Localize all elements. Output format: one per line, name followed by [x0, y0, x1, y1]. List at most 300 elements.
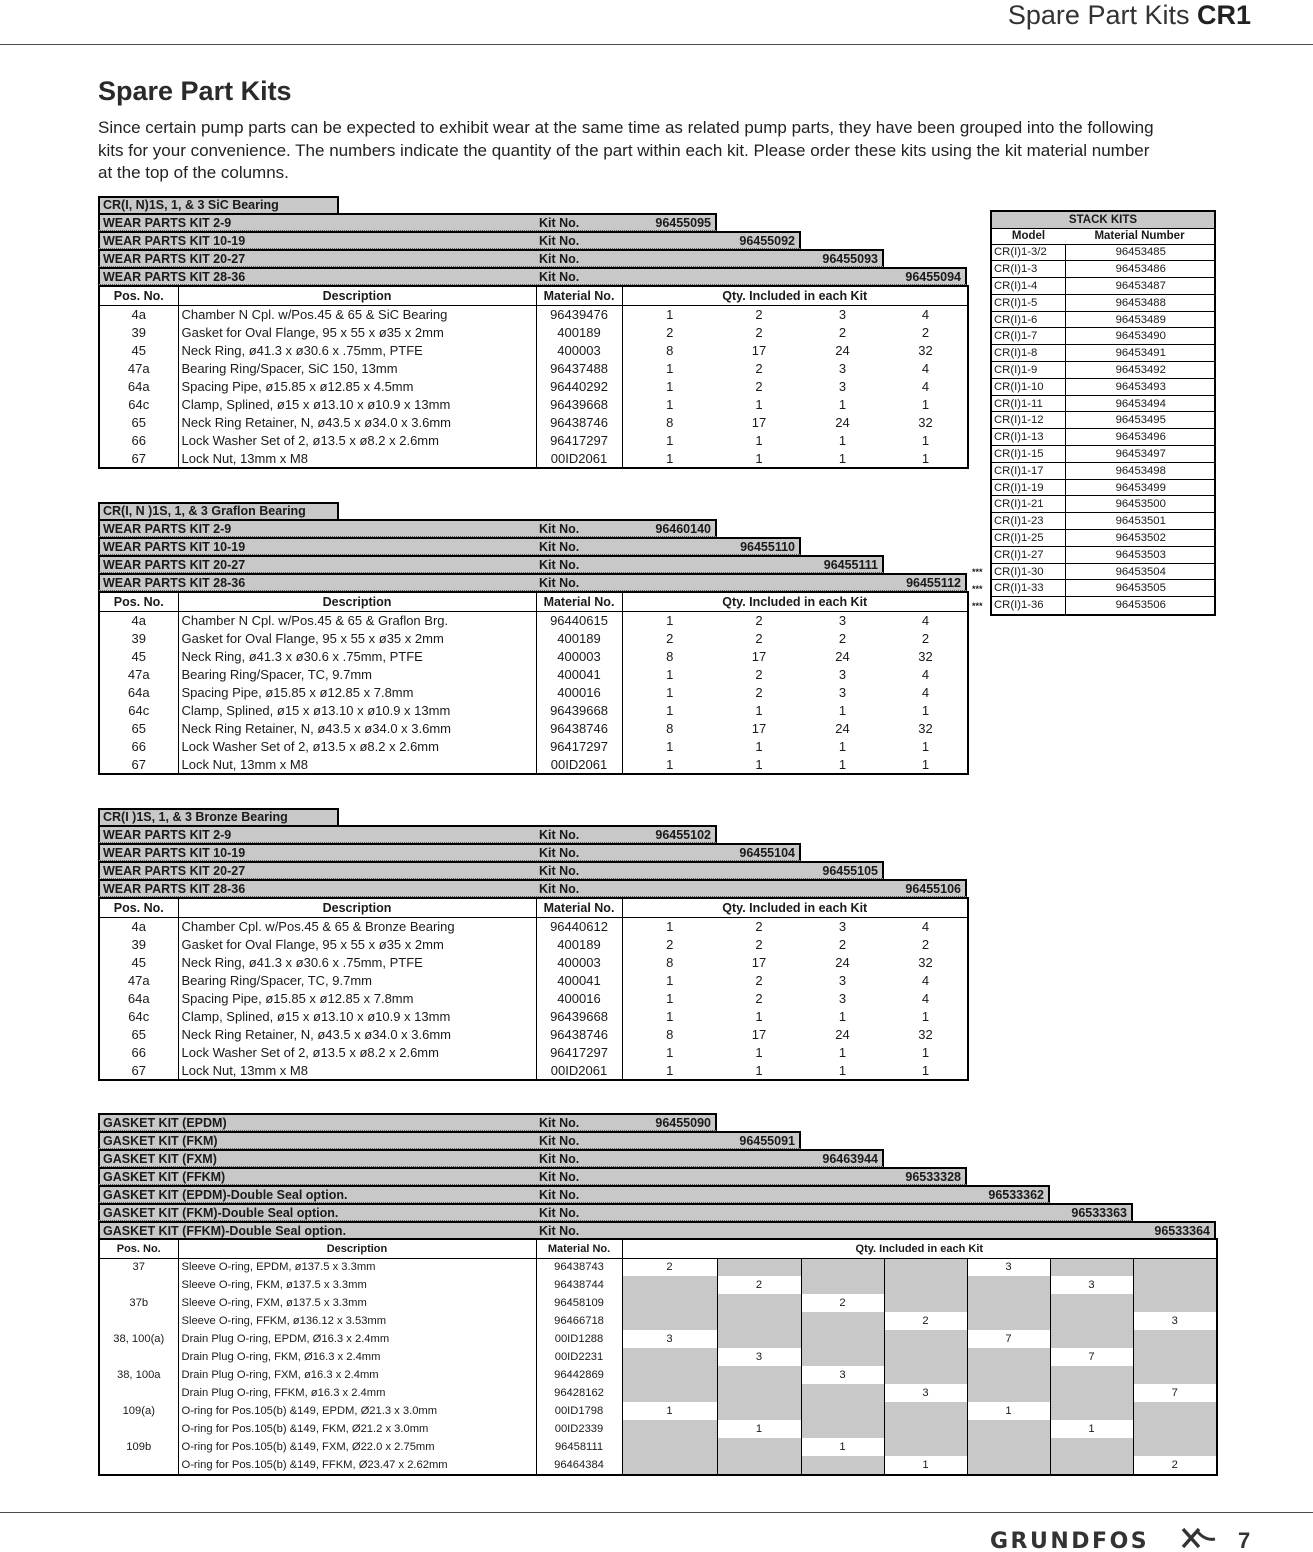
wear-kit-label: Kit No.	[539, 558, 580, 572]
wear-kit-name: WEAR PARTS KIT 28-36	[103, 882, 246, 896]
table-row	[100, 737, 967, 755]
qty-cell: 7	[967, 1330, 1050, 1348]
header-title-model: CR1	[1196, 0, 1251, 30]
qty-cell: 1	[666, 738, 674, 754]
description-cell: O-ring for Pos.105(b) &149, FFKM, Ø23.47 x 2.62mm	[178, 1456, 536, 1474]
gasket-kit-row	[98, 1149, 884, 1167]
pos-cell: 64a	[100, 989, 178, 1007]
stack-model-cell: CR(I)1-17	[992, 462, 1065, 479]
wear-kit-number: 96455104	[739, 846, 795, 860]
wear-grid	[98, 591, 969, 775]
qty-cell: 32	[918, 720, 933, 736]
qty-cell: 3	[1171, 1314, 1178, 1327]
pos-cell: 67	[100, 755, 178, 773]
material-cell: 96466718	[536, 1312, 622, 1330]
qty-cell	[801, 1258, 884, 1276]
qty-cell	[1133, 1438, 1216, 1456]
qty-cell: 2	[755, 972, 763, 988]
table-row	[100, 1312, 1216, 1330]
pos-cell: 66	[100, 737, 178, 755]
description-cell: Neck Ring, ø41.3 x ø30.6 x .75mm, PTFE	[178, 341, 536, 359]
wear-kit-row	[98, 231, 801, 249]
qty-cell: 4	[921, 378, 930, 394]
qty-cell: 2	[666, 630, 674, 646]
wear-kit-name: WEAR PARTS KIT 2-9	[103, 522, 232, 536]
wear-kit-name: WEAR PARTS KIT 10-19	[103, 846, 246, 860]
qty-cell: 32	[918, 342, 933, 358]
pos-cell: 38, 100a	[100, 1366, 178, 1384]
table-row	[100, 449, 967, 467]
qty-cell	[717, 1438, 801, 1456]
stack-kit-row	[992, 496, 1214, 513]
qty-cell: 2	[755, 324, 763, 340]
qty-cell	[1133, 1348, 1216, 1366]
qty-cell	[801, 1456, 884, 1474]
stack-kit-row	[992, 597, 1214, 614]
qty-cell: 3	[884, 1384, 967, 1402]
wear-table-title: CR(I, N )1S, 1, & 3 Graflon Bearing	[98, 502, 339, 519]
qty-cell: 1	[921, 756, 930, 772]
wear-kit-name: WEAR PARTS KIT 2-9	[103, 216, 232, 230]
qty-cell: 2	[755, 666, 763, 682]
description-cell: Lock Nut, 13mm x M8	[178, 755, 536, 773]
qty-cell: 2	[755, 918, 763, 934]
description-cell: Spacing Pipe, ø15.85 x ø12.85 x 7.8mm	[178, 683, 536, 701]
description-cell: Neck Ring, ø41.3 x ø30.6 x .75mm, PTFE	[178, 953, 536, 971]
qty-cell	[717, 1312, 801, 1330]
wear-kit-number: 96460140	[655, 522, 711, 536]
qty-cell	[967, 1456, 1050, 1474]
wear-kit-label: Kit No.	[539, 252, 580, 266]
qty-cell: 2	[1171, 1458, 1178, 1471]
col-header-material: Material No.	[536, 899, 622, 917]
table-row	[100, 1330, 1216, 1348]
qty-cell: 3	[967, 1258, 1050, 1276]
material-cell: 96440292	[536, 377, 622, 395]
stack-model-cell: CR(I)1-7	[992, 328, 1065, 345]
stack-material-cell: 96453490	[1065, 328, 1214, 345]
qty-cell: 3	[838, 684, 847, 700]
table-row	[100, 611, 967, 629]
grundfos-logo: GRUNDFOS	[990, 1529, 1150, 1552]
qty-cell	[1050, 1438, 1133, 1456]
qty-cell: 1	[967, 1402, 1050, 1420]
qty-cell	[884, 1420, 967, 1438]
stack-model-cell: CR(I)1-21	[992, 496, 1065, 513]
stack-model-cell: CR(I)1-25	[992, 530, 1065, 547]
description-cell: Clamp, Splined, ø15 x ø13.10 x ø10.9 x 13mm	[178, 395, 536, 413]
table-row	[100, 917, 967, 935]
qty-cell	[967, 1276, 1050, 1294]
material-cell: 96439668	[536, 1007, 622, 1025]
stack-kits-title: STACK KITS	[992, 212, 1214, 228]
stack-model-cell: CR(I)1-36	[992, 597, 1065, 614]
description-cell: Spacing Pipe, ø15.85 x ø12.85 x 4.5mm	[178, 377, 536, 395]
table-row	[100, 971, 967, 989]
pos-cell: 4a	[100, 305, 178, 323]
stack-kit-row	[992, 378, 1214, 395]
qty-cell: 2	[622, 1258, 717, 1276]
wear-kit-row	[98, 519, 717, 537]
qty-cell: 1	[838, 702, 847, 718]
table-row	[100, 989, 967, 1007]
pos-cell	[100, 1276, 178, 1294]
wear-kit-label: Kit No.	[539, 828, 580, 842]
qty-cell: 1	[838, 738, 847, 754]
qty-cell: 8	[666, 1026, 674, 1042]
qty-cell: 2	[755, 378, 763, 394]
header-rule	[0, 44, 1313, 45]
material-cell: 400016	[536, 989, 622, 1007]
qty-cell: 24	[835, 648, 850, 664]
pos-cell: 64c	[100, 395, 178, 413]
table-row	[100, 683, 967, 701]
qty-cell	[717, 1402, 801, 1420]
wear-kit-row	[98, 861, 884, 879]
qty-cell: 1	[666, 612, 674, 628]
qty-cell: 3	[622, 1330, 717, 1348]
material-cell: 00ID2061	[536, 755, 622, 773]
header-title	[1008, 0, 1251, 31]
description-cell: Lock Washer Set of 2, ø13.5 x ø8.2 x 2.6mm	[178, 431, 536, 449]
qty-cell: 4	[921, 306, 930, 322]
qty-cell: 1	[921, 450, 930, 466]
gasket-kit-number: 96463944	[822, 1152, 878, 1166]
wear-kit-number: 96455106	[905, 882, 961, 896]
qty-cell: 4	[921, 666, 930, 682]
qty-cell: 1	[666, 918, 674, 934]
wear-kit-name: WEAR PARTS KIT 10-19	[103, 234, 246, 248]
table-row	[100, 629, 967, 647]
qty-cell: 17	[751, 720, 767, 736]
gasket-kit-name: GASKET KIT (EPDM)	[103, 1116, 227, 1130]
qty-cell	[717, 1294, 801, 1312]
stack-material-cell: 96453501	[1065, 513, 1214, 530]
qty-cell: 1	[1050, 1420, 1133, 1438]
gasket-kit-number: 96455091	[739, 1134, 795, 1148]
qty-cell: 1	[666, 684, 674, 700]
material-cell: 96439476	[536, 305, 622, 323]
material-cell: 96439668	[536, 395, 622, 413]
pos-cell: 37	[100, 1258, 178, 1276]
stack-kits-col-model: Model	[992, 228, 1065, 244]
wear-kit-name: WEAR PARTS KIT 20-27	[103, 864, 246, 878]
qty-cell: 1	[717, 1420, 801, 1438]
gasket-kit-row	[98, 1113, 717, 1131]
pos-cell: 47a	[100, 971, 178, 989]
qty-cell	[717, 1456, 801, 1474]
stack-material-cell: 96453498	[1065, 462, 1214, 479]
stack-model-cell: CR(I)1-4	[992, 278, 1065, 295]
table-row	[100, 1348, 1216, 1366]
pos-cell: 109(a)	[100, 1402, 178, 1420]
wear-kit-number: 96455111	[823, 558, 878, 572]
qty-cell: 2	[755, 306, 763, 322]
stack-kits-col-material: Material Number	[1065, 228, 1214, 244]
gasket-kit-number: 96533362	[988, 1188, 1044, 1202]
qty-cell: 2	[838, 936, 847, 952]
pos-cell	[100, 1348, 178, 1366]
stack-material-cell: 96453485	[1065, 244, 1214, 261]
pos-cell: 45	[100, 341, 178, 359]
qty-cell: 1	[666, 450, 674, 466]
wear-kit-row	[98, 843, 801, 861]
qty-cell: 3	[838, 612, 847, 628]
table-row	[100, 1456, 1216, 1474]
material-cell: 96442869	[536, 1366, 622, 1384]
stack-model-cell: CR(I)1-3/2	[992, 244, 1065, 261]
qty-cell: 1	[666, 1044, 674, 1060]
wear-kit-row	[98, 249, 884, 267]
stack-kit-row	[992, 278, 1214, 295]
stack-material-cell: 96453486	[1065, 261, 1214, 278]
material-cell: 400189	[536, 935, 622, 953]
material-cell: 400189	[536, 629, 622, 647]
qty-cell	[622, 1420, 717, 1438]
wear-grid	[98, 285, 969, 469]
material-cell: 96417297	[536, 1043, 622, 1061]
qty-cell: 1	[838, 432, 847, 448]
qty-cell: 1	[666, 702, 674, 718]
qty-cell: 1	[755, 450, 763, 466]
stack-kit-row	[992, 362, 1214, 379]
gasket-kit-row	[98, 1221, 1216, 1239]
qty-cell: 3	[717, 1348, 801, 1366]
wear-kit-number: 96455095	[655, 216, 711, 230]
qty-cell	[801, 1330, 884, 1348]
gasket-kit-label: Kit No.	[539, 1188, 580, 1202]
material-cell: 96440612	[536, 917, 622, 935]
stack-model-cell: CR(I)1-19	[992, 479, 1065, 496]
material-cell: 96417297	[536, 737, 622, 755]
stack-kit-row	[992, 429, 1214, 446]
description-cell: Sleeve O-ring, FFKM, ø136.12 x 3.53mm	[178, 1312, 536, 1330]
wear-kit-label: Kit No.	[539, 576, 580, 590]
gasket-kit-row	[98, 1167, 967, 1185]
qty-cell: 4	[921, 360, 930, 376]
gasket-kit-name: GASKET KIT (FXM)	[103, 1152, 217, 1166]
qty-cell: 1	[838, 1008, 847, 1024]
wear-table-title: CR(I )1S, 1, & 3 Bronze Bearing	[98, 808, 339, 825]
material-cell: 00ID2231	[536, 1348, 622, 1366]
wear-kit-label: Kit No.	[539, 864, 580, 878]
wear-kit-label: Kit No.	[539, 522, 580, 536]
wear-kit-row	[98, 537, 801, 555]
table-row	[100, 323, 967, 341]
pos-cell: 39	[100, 935, 178, 953]
description-cell: Gasket for Oval Flange, 95 x 55 x ø35 x 2mm	[178, 935, 536, 953]
wear-kit-name: WEAR PARTS KIT 20-27	[103, 558, 246, 572]
qty-cell: 8	[666, 414, 674, 430]
description-cell: Lock Nut, 13mm x M8	[178, 1061, 536, 1079]
stack-material-cell: 96453503	[1065, 546, 1214, 563]
stack-model-cell: CR(I)1-6	[992, 311, 1065, 328]
qty-cell	[622, 1348, 717, 1366]
material-cell: 96438744	[536, 1276, 622, 1294]
qty-cell: 2	[717, 1276, 801, 1294]
table-row	[100, 341, 967, 359]
qty-cell: 2	[884, 1312, 967, 1330]
stack-kit-row	[992, 412, 1214, 429]
table-row	[100, 1294, 1216, 1312]
stack-kit-row	[992, 244, 1214, 261]
gasket-kit-row	[98, 1185, 1050, 1203]
material-cell: 400041	[536, 971, 622, 989]
qty-cell: 24	[835, 342, 850, 358]
qty-cell: 1	[755, 756, 763, 772]
description-cell: Chamber Cpl. w/Pos.45 & 65 & Bronze Bearing	[178, 917, 536, 935]
stack-material-cell: 96453496	[1065, 429, 1214, 446]
table-row	[100, 1420, 1216, 1438]
table-row	[100, 1043, 967, 1061]
footer-rule	[0, 1512, 1313, 1513]
pos-cell	[100, 1384, 178, 1402]
wear-kit-label: Kit No.	[539, 270, 580, 284]
qty-cell	[801, 1384, 884, 1402]
table-row	[100, 377, 967, 395]
description-cell: Bearing Ring/Spacer, TC, 9.7mm	[178, 665, 536, 683]
qty-cell	[1133, 1402, 1216, 1420]
description-cell: Neck Ring Retainer, N, ø43.5 x ø34.0 x 3.6mm	[178, 719, 536, 737]
stack-kit-row	[992, 311, 1214, 328]
pos-cell: 66	[100, 1043, 178, 1061]
qty-cell: 8	[666, 954, 674, 970]
description-cell: Drain Plug O-ring, FFKM, ø16.3 x 2.4mm	[178, 1384, 536, 1402]
table-row	[100, 395, 967, 413]
col-header-material: Material No.	[536, 1240, 622, 1258]
qty-cell	[1133, 1366, 1216, 1384]
qty-cell: 4	[921, 684, 930, 700]
qty-cell: 1	[666, 360, 674, 376]
wear-kit-number: 96455094	[905, 270, 961, 284]
qty-cell	[967, 1294, 1050, 1312]
table-row	[100, 1007, 967, 1025]
qty-cell: 32	[918, 954, 933, 970]
qty-cell: 1	[838, 1062, 847, 1078]
table-row	[100, 719, 967, 737]
qty-cell: 3	[838, 378, 847, 394]
qty-cell	[1133, 1420, 1216, 1438]
stack-material-cell: 96453497	[1065, 446, 1214, 463]
wear-kit-row	[98, 573, 967, 591]
qty-cell	[1133, 1294, 1216, 1312]
qty-cell: 3	[838, 990, 847, 1006]
qty-cell: 1	[838, 396, 847, 412]
qty-cell: 3	[838, 666, 847, 682]
qty-cell	[1133, 1258, 1216, 1276]
stack-material-cell: 96453487	[1065, 278, 1214, 295]
material-cell: 96458109	[536, 1294, 622, 1312]
intro-paragraph: Since certain pump parts can be expected to exhibit wear at the same time as related pump parts, they have been grouped into the following kits for your convenience. The numbers indicate the quantity of the part within each kit. Please order these kits using the kit material number at the top of the columns.	[98, 118, 1154, 182]
qty-cell	[801, 1402, 884, 1420]
qty-cell: 2	[921, 936, 930, 952]
qty-cell	[967, 1384, 1050, 1402]
stack-note-marker: ***	[972, 584, 983, 594]
qty-cell	[717, 1258, 801, 1276]
qty-cell: 17	[751, 648, 767, 664]
stack-kit-row	[992, 328, 1214, 345]
wear-kit-row	[98, 879, 967, 897]
description-cell: Bearing Ring/Spacer, TC, 9.7mm	[178, 971, 536, 989]
pos-cell: 47a	[100, 359, 178, 377]
stack-model-cell: CR(I)1-15	[992, 446, 1065, 463]
qty-cell: 1	[666, 1062, 674, 1078]
material-cell: 400003	[536, 341, 622, 359]
stack-model-cell: CR(I)1-8	[992, 345, 1065, 362]
qty-cell	[1050, 1456, 1133, 1474]
qty-cell	[967, 1348, 1050, 1366]
description-cell: Lock Washer Set of 2, ø13.5 x ø8.2 x 2.6mm	[178, 1043, 536, 1061]
table-row	[100, 935, 967, 953]
stack-model-cell: CR(I)1-3	[992, 261, 1065, 278]
wear-table-title: CR(I, N)1S, 1, & 3 SiC Bearing	[98, 196, 339, 213]
table-row	[100, 701, 967, 719]
description-cell: Clamp, Splined, ø15 x ø13.10 x ø10.9 x 13mm	[178, 1007, 536, 1025]
wear-kit-number: 96455112	[906, 576, 961, 590]
col-header-description: Description	[178, 1240, 536, 1258]
pos-cell: 39	[100, 629, 178, 647]
qty-cell: 1	[801, 1438, 884, 1456]
stack-material-cell: 96453492	[1065, 362, 1214, 379]
page-heading: Spare Part Kits	[98, 76, 292, 106]
stack-material-cell: 96453502	[1065, 530, 1214, 547]
qty-cell: 4	[921, 918, 930, 934]
qty-cell: 3	[1050, 1276, 1133, 1294]
pos-cell: 67	[100, 1061, 178, 1079]
material-cell: 96458111	[536, 1438, 622, 1456]
wear-grid	[98, 897, 969, 1081]
table-row	[100, 1061, 967, 1079]
material-cell: 96428162	[536, 1384, 622, 1402]
table-row	[100, 305, 967, 323]
material-cell: 00ID2061	[536, 1061, 622, 1079]
table-row	[100, 359, 967, 377]
wear-kit-label: Kit No.	[539, 216, 580, 230]
qty-cell: 1	[921, 702, 930, 718]
pos-cell: 64a	[100, 377, 178, 395]
description-cell: Bearing Ring/Spacer, SiC 150, 13mm	[178, 359, 536, 377]
description-cell: Sleeve O-ring, EPDM, ø137.5 x 3.3mm	[178, 1258, 536, 1276]
qty-cell: 2	[666, 936, 674, 952]
stack-kit-row	[992, 546, 1214, 563]
gasket-kit-name: GASKET KIT (FKM)	[103, 1134, 218, 1148]
wear-kit-row	[98, 555, 884, 573]
qty-cell	[967, 1366, 1050, 1384]
gasket-kit-label: Kit No.	[539, 1170, 580, 1184]
qty-cell	[1050, 1402, 1133, 1420]
wear-kit-label: Kit No.	[539, 882, 580, 896]
stack-note-marker: ***	[972, 567, 983, 578]
qty-cell: 1	[666, 990, 674, 1006]
qty-cell: 3	[801, 1366, 884, 1384]
wear-kit-number: 96455105	[822, 864, 878, 878]
wear-kit-name: WEAR PARTS KIT 28-36	[103, 576, 246, 590]
qty-cell: 4	[921, 990, 930, 1006]
wear-kit-number: 96455093	[822, 252, 878, 266]
stack-material-cell: 96453504	[1065, 563, 1214, 580]
qty-cell	[622, 1276, 717, 1294]
qty-cell: 1	[666, 1008, 674, 1024]
qty-cell: 2	[838, 630, 847, 646]
table-row	[100, 1276, 1216, 1294]
qty-cell: 24	[835, 414, 850, 430]
stack-model-cell: CR(I)1-27	[992, 546, 1065, 563]
qty-cell	[622, 1366, 717, 1384]
stack-material-cell: 96453488	[1065, 294, 1214, 311]
stack-material-cell: 96453499	[1065, 479, 1214, 496]
qty-cell: 2	[838, 324, 847, 340]
stack-model-cell: CR(I)1-9	[992, 362, 1065, 379]
